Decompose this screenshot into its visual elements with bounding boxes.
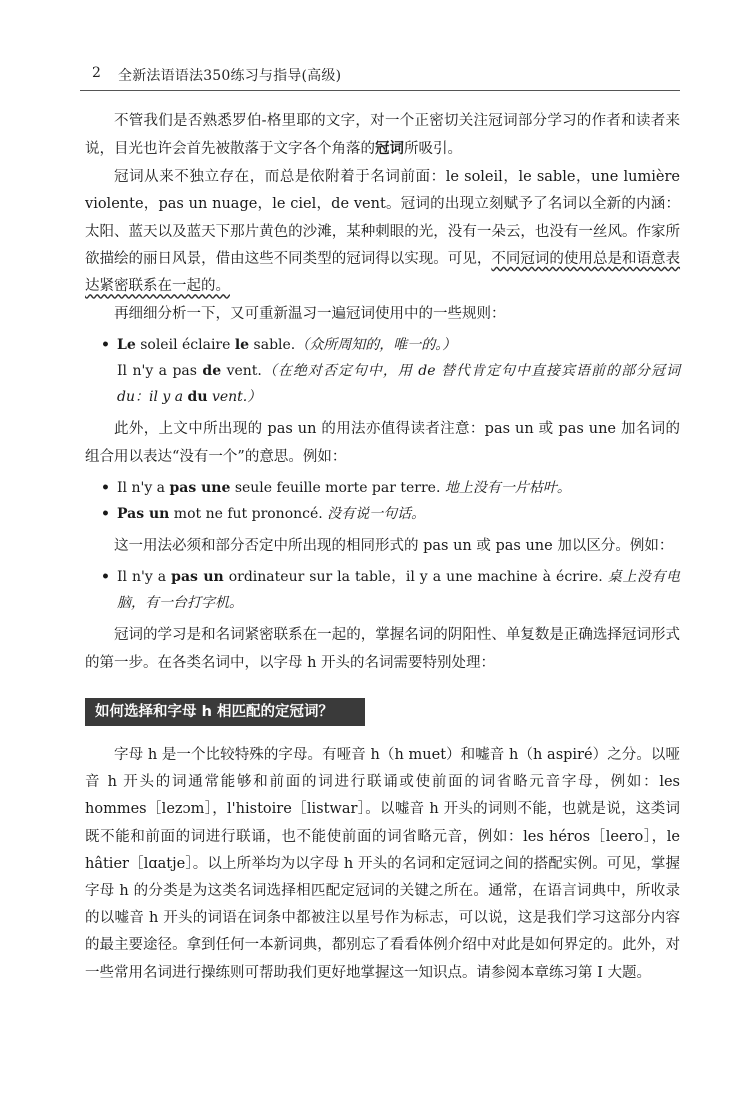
book-title: 全新法语语法350练习与指导(高级): [118, 68, 342, 84]
wavy-underline-text: 不同冠词的使用总是和语意表达紧密联系在一起的。: [85, 251, 681, 295]
page-number: 2: [92, 65, 101, 81]
example-item-2: • Pas un mot ne fut prononcé. 没有说一句话。: [99, 501, 680, 527]
rule-item-2: Il n'y a pas de vent.（在绝对否定句中，用 de 替代肯定句中直接宾语前的部分冠词 du：il y a du vent.）: [117, 363, 680, 406]
section-body: [85, 742, 680, 987]
example-item-3: • Il n'y a pas un ordinateur sur la table，il y a une machine à écrire. 桌上没有电脑，有一台打字机。: [99, 564, 680, 616]
pas-un-intro: 此外，上文中所出现的 pas un 的用法亦值得读者注意：pas un 或 pas une 加名词的组合用以表达“没有一个”的意思。例如：: [85, 421, 680, 465]
intro-paragraph-3: 再细细分析一下，又可重新温习一遍冠词使用中的一些规则：: [114, 305, 506, 322]
closing-paragraph: 冠词的学习是和名词紧密联系在一起的，掌握名词的阴阳性、单复数是正确选择冠词形式的第一步。在各类名词中，以字母 h 开头的名词需要特别处理：: [85, 627, 680, 671]
section-heading: 如何选择和字母 h 相匹配的定冠词？: [85, 698, 365, 726]
main-content: [85, 108, 680, 677]
pas-un-examples: [85, 475, 680, 527]
running-header: [80, 62, 680, 86]
section-paragraph: 字母 h 是一个比较特殊的字母。有哑音 h（h muet）和嘘音 h（h aspiré）之分。以哑音 h 开头的词通常能够和前面的词进行联诵或使前面的词省略元音字母，例如：les hommes［lezɔm］，l'histoire［listwar］。以嘘音 h 开头的词则不能，也就是说，这类词既不能和前面的词进行联诵，也不能使前面的词省略元音，例如：les héros［leero］，le hâtier［lɑatje］。以上所举均为以字母 h 开头的名词和定冠词之间的搭配实例。可见，掌握字母 h 的分类是为这类名词选择相匹配定冠词的关键之所在。通常，在语言词典中，所收录的以嘘音 h 开头的词语在词条中都被注以星号作为标志，可以说，这是我们学习这部分内容的最主要途径。拿到任何一本新词典，都别忘了看看体例介绍中对此是如何界定的。此外，对一些常用名词进行操练则可帮助我们更好地掌握这一知识点。请参阅本章练习第 I 大题。: [85, 747, 680, 981]
intro-paragraph-1: 不管我们是否熟悉罗伯-格里耶的文字，对一个正密切关注冠词部分学习的作者和读者来说，目光也许会首先被散落于文字各个角落的冠词所吸引。: [85, 113, 680, 158]
example-item-1: • Il n'y a pas une seule feuille morte par terre. 地上没有一片枯叶。: [99, 475, 680, 501]
intro-paragraph-2: 冠词从来不独立存在，而总是依附着于名词前面：le soleil，le sable，une lumière violente，pas un nuage，le ciel，de vent。冠词的出现立刻赋予了名词以全新的内涵：太阳、蓝天以及蓝天下那片黄色的沙滩，某种刺眼的光，没有一朵云，也没有一丝风。作家所欲描绘的丽日风景，借由这些不同类型的冠词得以实现。可见，不同冠词的使用总是和语意表达紧密联系在一起的。: [85, 168, 681, 295]
rule-item-1: • Le soleil éclaire le sable.（众所周知的，唯一的。）: [99, 332, 680, 358]
distinguish-paragraph: 这一用法必须和部分否定中所出现的相同形式的 pas un 或 pas une 加以区分。例如：: [114, 538, 674, 555]
distinguish-examples: [85, 564, 680, 616]
header-rule: [80, 90, 680, 91]
rules-list: [85, 332, 680, 410]
bold-term: 冠词: [375, 140, 404, 158]
